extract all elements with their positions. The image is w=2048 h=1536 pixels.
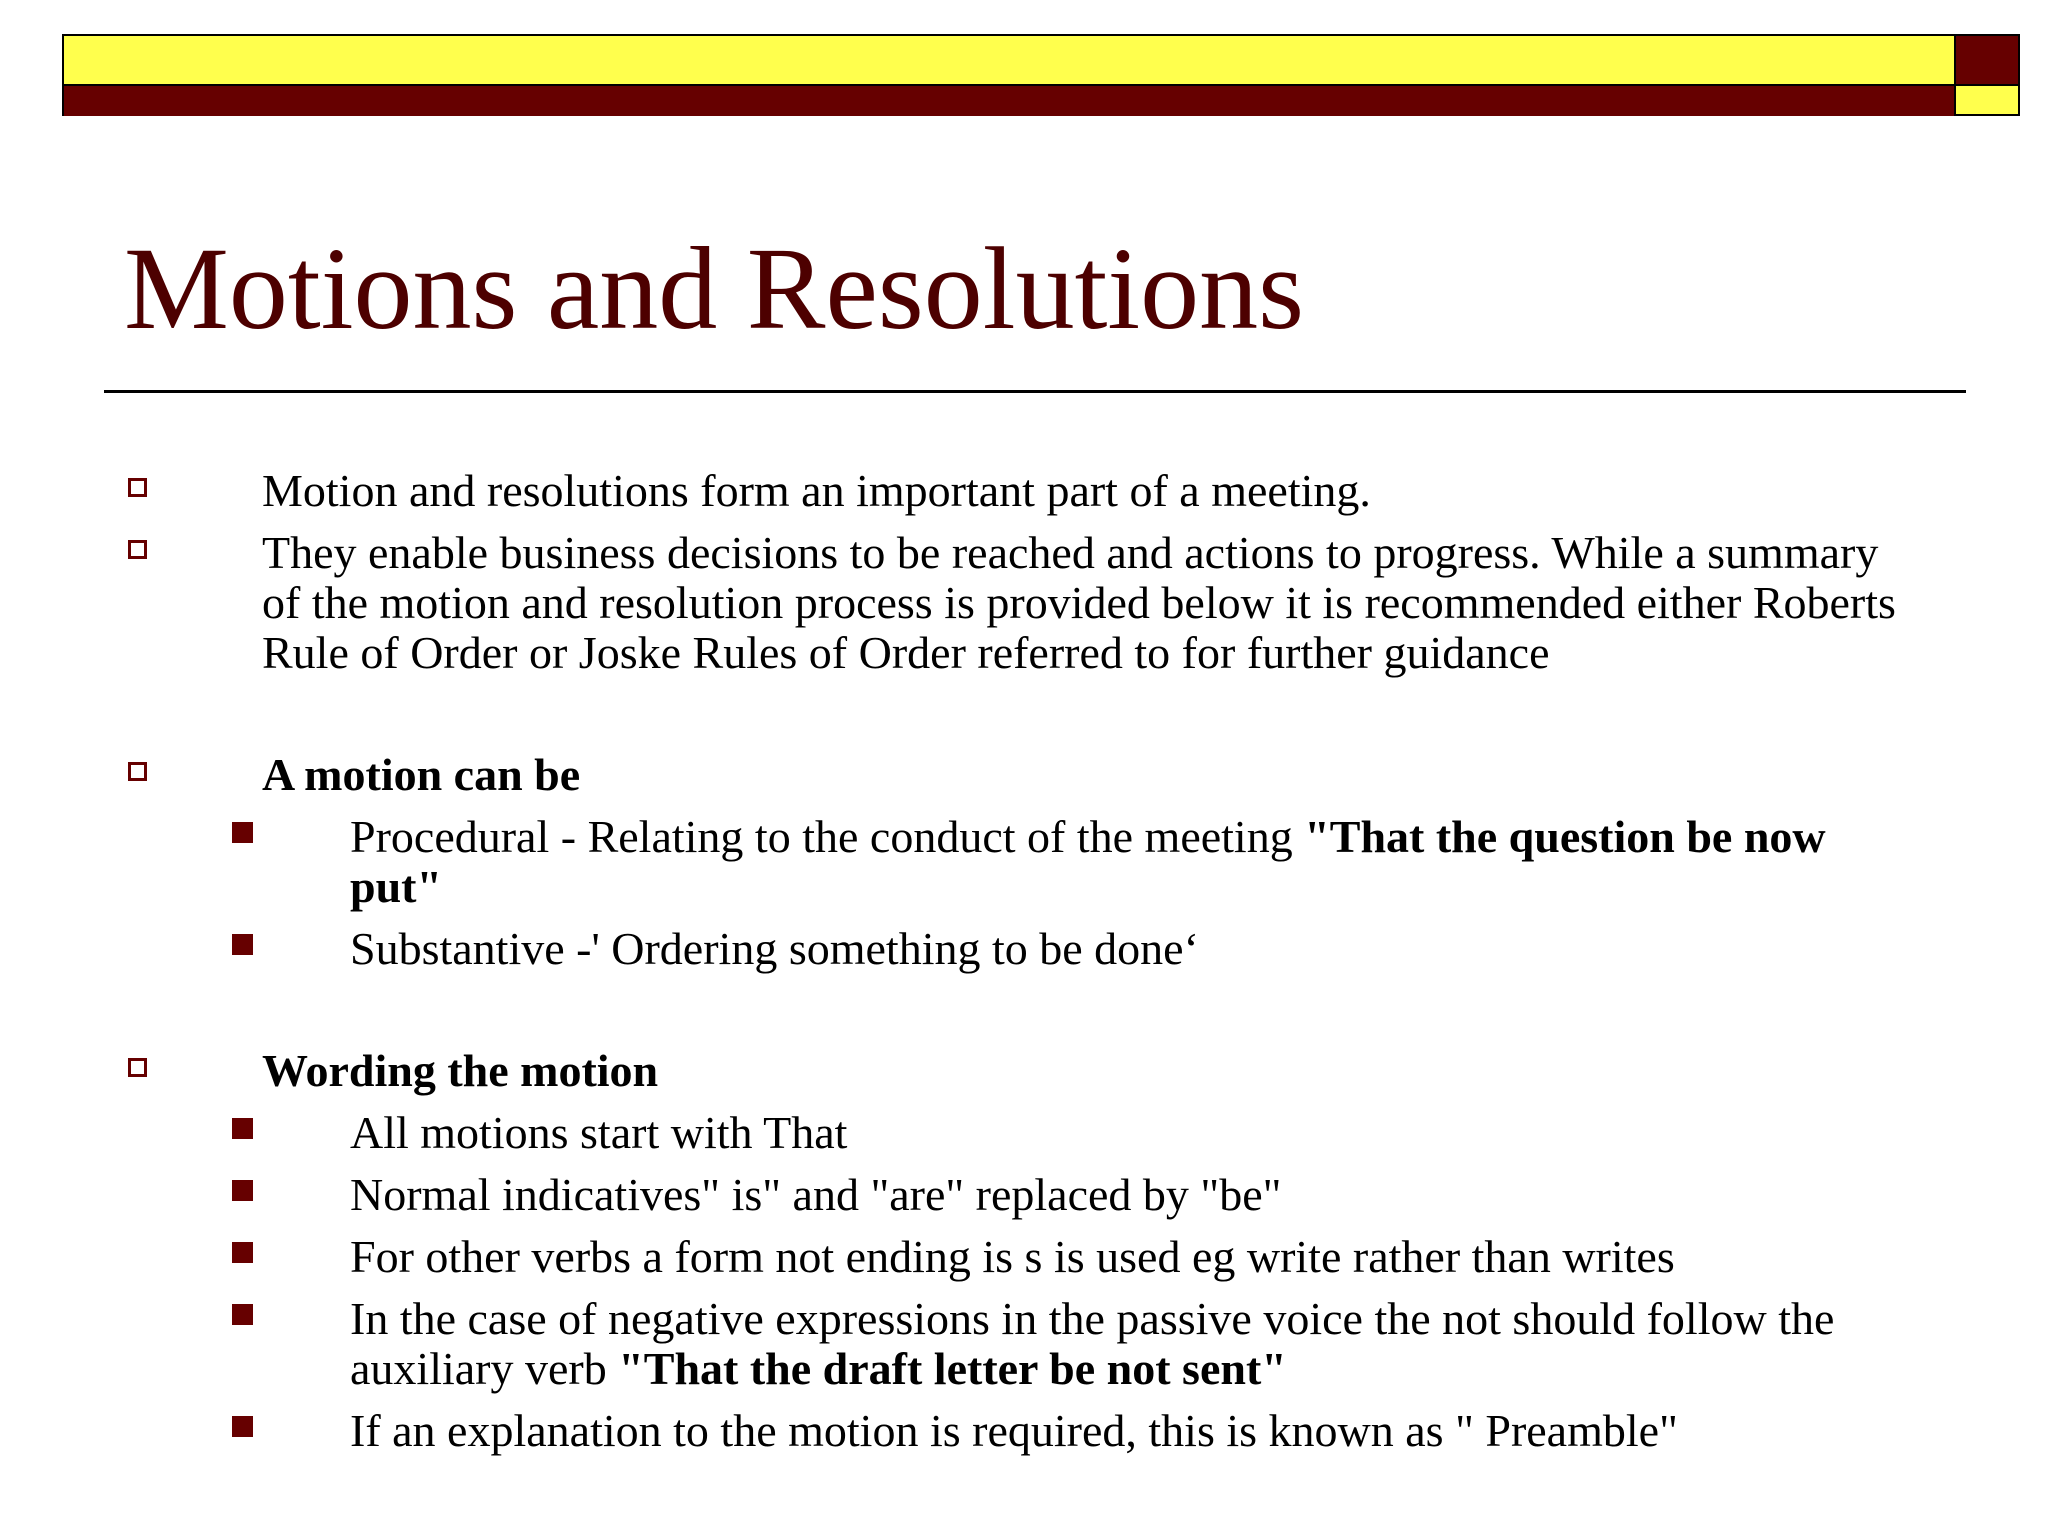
sub-bullet-text: In the case of negative expressions in the passive voice the not should follow the auxiliary verb bbox=[350, 1293, 1835, 1394]
section-heading-wording bbox=[0, 1046, 1902, 1096]
hollow-square-bullet-icon bbox=[128, 1058, 147, 1077]
filled-square-bullet-icon bbox=[232, 1180, 253, 1201]
slide-title: Motions and Resolutions bbox=[124, 223, 1305, 354]
section-heading-text: A motion can be bbox=[262, 749, 581, 800]
section-heading-motion-types bbox=[0, 750, 1902, 800]
bullet-item bbox=[0, 466, 1902, 516]
sub-bullet-item bbox=[0, 924, 1910, 974]
sub-bullet-item bbox=[0, 1406, 1910, 1456]
sub-bullet-example: "That the draft letter be not sent" bbox=[618, 1343, 1287, 1394]
sub-bullet-text: If an explanation to the motion is required, this is known as " Preamble" bbox=[350, 1405, 1678, 1456]
sub-bullet-example: "That the question be now put" bbox=[350, 811, 1826, 912]
title-divider bbox=[104, 390, 1966, 393]
hollow-square-bullet-icon bbox=[128, 478, 147, 497]
section-heading-text: Wording the motion bbox=[262, 1045, 659, 1096]
filled-square-bullet-icon bbox=[232, 1304, 253, 1325]
sub-bullet-item bbox=[0, 812, 1910, 912]
bullet-text: Motion and resolutions form an important part of a meeting. bbox=[262, 465, 1371, 516]
sub-bullet-item bbox=[0, 1108, 1910, 1158]
header-band-maroon-stripe bbox=[64, 84, 1956, 116]
sub-bullet-text: For other verbs a form not ending is s is used eg write rather than writes bbox=[350, 1231, 1675, 1282]
sub-bullet-text: Substantive -' Ordering something to be done‘ bbox=[350, 923, 1199, 974]
hollow-square-bullet-icon bbox=[128, 762, 147, 781]
sub-bullet-item bbox=[0, 1294, 1910, 1394]
header-corner-maroon-square bbox=[1956, 36, 2018, 84]
filled-square-bullet-icon bbox=[232, 934, 253, 955]
header-band bbox=[62, 34, 2020, 116]
sub-bullet-text: Normal indicatives" is" and "are" replaced by "be" bbox=[350, 1169, 1282, 1220]
sub-bullet-text: Procedural - Relating to the conduct of the meeting bbox=[350, 811, 1305, 862]
bullet-text: They enable business decisions to be reached and actions to progress. While a summary of the motion and resolution process is provided below it is recommended either Roberts Rule of Order or Joske Rules of Order referred to for further guidance bbox=[262, 527, 1896, 678]
header-band-yellow-stripe bbox=[64, 36, 1956, 84]
filled-square-bullet-icon bbox=[232, 1416, 253, 1437]
header-corner-yellow-square bbox=[1956, 84, 2018, 114]
bullet-item bbox=[0, 528, 1902, 678]
sub-bullet-item bbox=[0, 1232, 1910, 1282]
sub-bullet-item bbox=[0, 1170, 1910, 1220]
filled-square-bullet-icon bbox=[232, 1242, 253, 1263]
slide-body bbox=[0, 466, 2048, 1456]
filled-square-bullet-icon bbox=[232, 1118, 253, 1139]
filled-square-bullet-icon bbox=[232, 822, 253, 843]
hollow-square-bullet-icon bbox=[128, 540, 147, 559]
sub-bullet-text: All motions start with That bbox=[350, 1107, 848, 1158]
